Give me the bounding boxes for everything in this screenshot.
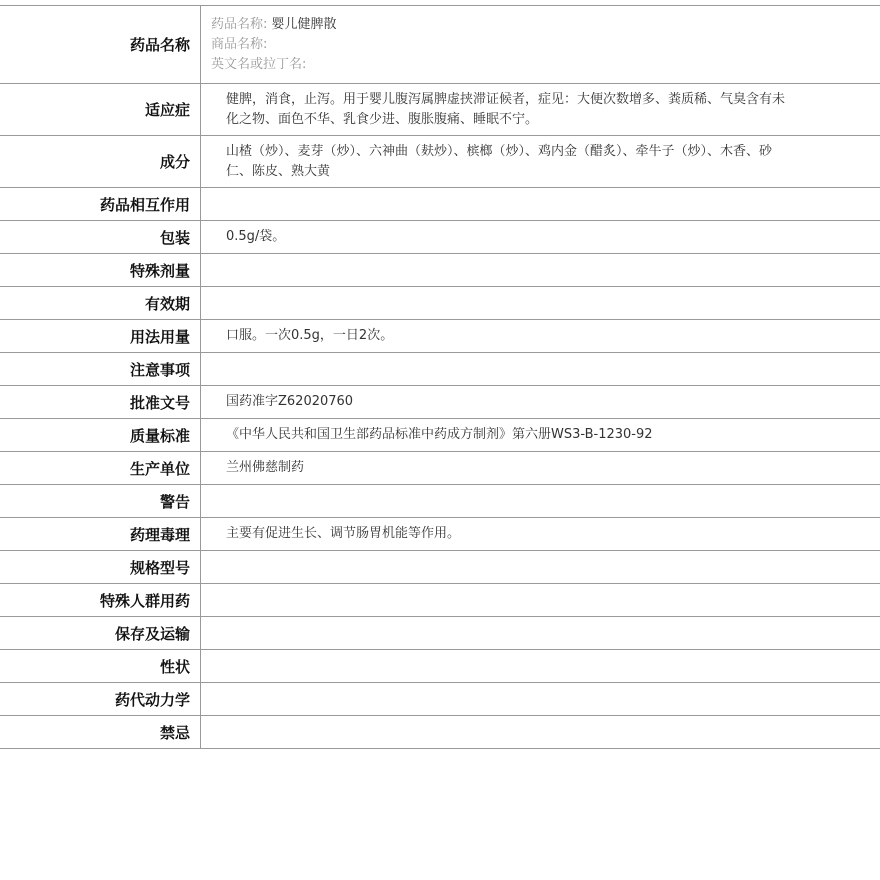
row-value bbox=[201, 617, 880, 650]
row-label: 药理毒理 bbox=[0, 518, 201, 551]
row-label: 性状 bbox=[0, 650, 201, 683]
table-row-indications bbox=[0, 84, 880, 136]
row-value bbox=[201, 287, 880, 320]
row-label: 用法用量 bbox=[0, 320, 201, 353]
table-row bbox=[0, 683, 880, 716]
row-value bbox=[201, 353, 880, 386]
row-label: 生产单位 bbox=[0, 452, 201, 485]
row-value: 兰州佛慈制药 bbox=[201, 452, 880, 485]
table-row bbox=[0, 650, 880, 683]
name-line-english bbox=[211, 55, 785, 75]
row-label: 规格型号 bbox=[0, 551, 201, 584]
row-value: 国药准字Z62020760 bbox=[201, 386, 880, 419]
row-value bbox=[201, 683, 880, 716]
row-value bbox=[201, 254, 880, 287]
name-value: 婴儿健脾散 bbox=[271, 16, 337, 32]
table-row-name bbox=[0, 6, 880, 84]
row-label: 特殊人群用药 bbox=[0, 584, 201, 617]
name-line-trade bbox=[211, 35, 785, 55]
name-key: 英文名或拉丁名: bbox=[211, 56, 307, 72]
row-value: 0.5g/袋。 bbox=[201, 221, 880, 254]
table-row bbox=[0, 584, 880, 617]
table-row bbox=[0, 320, 880, 353]
table-row bbox=[0, 353, 880, 386]
table-row bbox=[0, 221, 880, 254]
name-values bbox=[201, 6, 880, 84]
row-label: 保存及运输 bbox=[0, 617, 201, 650]
row-value: 健脾，消食，止泻。用于婴儿腹泻属脾虚挟滞证候者，症见：大便次数增多、粪质稀、气臭含有未化之物、面色不华、乳食少进、腹胀腹痛、睡眠不宁。 bbox=[201, 84, 880, 136]
table-row bbox=[0, 287, 880, 320]
table-row-ingredients bbox=[0, 136, 880, 188]
row-value: 《中华人民共和国卫生部药品标准中药成方制剂》第六册WS3-B-1230-92 bbox=[201, 419, 880, 452]
table-row bbox=[0, 188, 880, 221]
row-label: 注意事项 bbox=[0, 353, 201, 386]
row-label: 警告 bbox=[0, 485, 201, 518]
name-key: 药品名称: bbox=[211, 16, 268, 32]
row-value bbox=[201, 716, 880, 749]
name-key: 商品名称: bbox=[211, 36, 268, 52]
row-label: 药品相互作用 bbox=[0, 188, 201, 221]
table-row bbox=[0, 551, 880, 584]
drug-info-table bbox=[0, 5, 880, 749]
row-label: 有效期 bbox=[0, 287, 201, 320]
table-row bbox=[0, 254, 880, 287]
row-value bbox=[201, 485, 880, 518]
table-row bbox=[0, 716, 880, 749]
name-line-generic bbox=[211, 15, 785, 35]
table-row bbox=[0, 386, 880, 419]
table-row bbox=[0, 485, 880, 518]
table-row bbox=[0, 452, 880, 485]
row-value: 山楂（炒）、麦芽（炒）、六神曲（麸炒）、槟榔（炒）、鸡内金（醋炙）、牵牛子（炒）、木香、砂仁、陈皮、熟大黄 bbox=[201, 136, 880, 188]
row-value: 口服。一次0.5g，一日2次。 bbox=[201, 320, 880, 353]
row-label: 禁忌 bbox=[0, 716, 201, 749]
row-value bbox=[201, 551, 880, 584]
row-label: 药品名称 bbox=[0, 6, 201, 84]
row-label: 质量标准 bbox=[0, 419, 201, 452]
row-label: 包装 bbox=[0, 221, 201, 254]
row-label: 适应症 bbox=[0, 84, 201, 136]
row-label: 成分 bbox=[0, 136, 201, 188]
row-value: 主要有促进生长、调节肠胃机能等作用。 bbox=[201, 518, 880, 551]
table-row bbox=[0, 518, 880, 551]
row-label: 特殊剂量 bbox=[0, 254, 201, 287]
row-label: 药代动力学 bbox=[0, 683, 201, 716]
table-row bbox=[0, 617, 880, 650]
row-value bbox=[201, 188, 880, 221]
row-value bbox=[201, 650, 880, 683]
row-label: 批准文号 bbox=[0, 386, 201, 419]
table-row bbox=[0, 419, 880, 452]
row-value bbox=[201, 584, 880, 617]
